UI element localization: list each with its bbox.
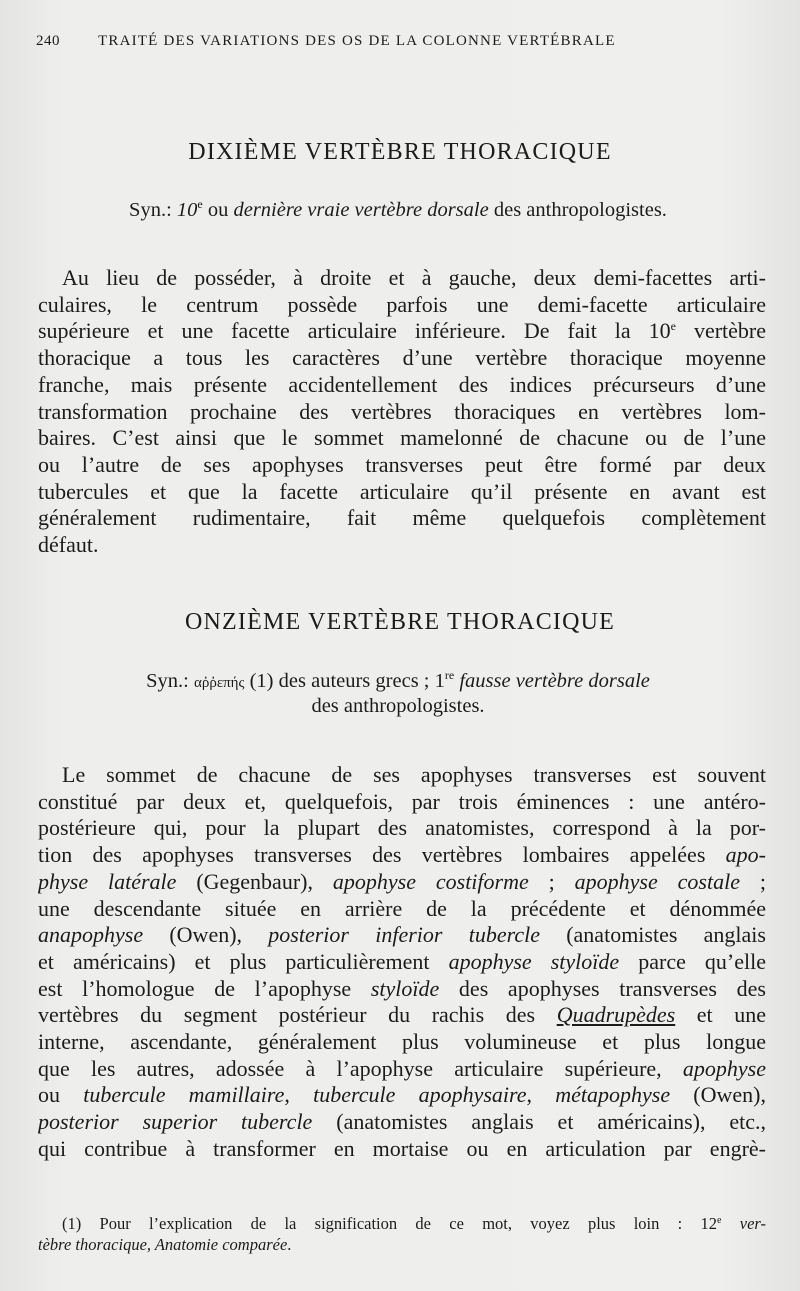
text-line: anapophyse (Owen), posterior inferior tubercle (anatomistes anglais [38,922,766,948]
synonym-line-tenth: Syn.: 10e ou dernière vraie vertèbre dorsale des anthropologistes. [129,197,667,221]
footnote [38,1213,766,1255]
running-title: TRAITÉ DES VARIATIONS DES OS DE LA COLONNE VERTÉBRALE [98,33,616,49]
text-line: ou tubercule mamillaire, tubercule apophysaire, métapophyse (Owen), [38,1082,766,1108]
paragraph-eleventh-vertebra [38,762,766,1163]
text-line: culaires, le centrum possède parfois une demi-facette articulaire [38,291,766,317]
text-line: que les autres, adossée à l’apophyse articulaire supérieure, apophyse [38,1055,766,1081]
text-line: une descendante située en arrière de la précédente et dénommée [38,895,766,921]
text-line: postérieure qui, pour la plupart des anatomistes, correspond à la por- [38,815,766,841]
text-line: défaut. [38,532,99,558]
text-line: physe latérale (Gegenbaur), apophyse costiforme ; apophyse costale ; [38,868,766,894]
footnote-line: (1) Pour l’explication de la signification de ce mot, voyez plus loin : 12e ver- [62,1214,766,1233]
text-line: vertèbres du segment postérieur du rachis des Quadrupèdes et une [38,1002,766,1028]
text-line: transformation prochaine des vertèbres thoraciques en vertèbres lom- [38,398,766,424]
text-line: tion des apophyses transverses des vertèbres lombaires appelées apo- [38,842,766,868]
text-line: thoracique a tous les caractères d’une vertèbre thoracique moyenne [38,345,766,371]
text-line: constitué par deux et, quelquefois, par trois éminences : une antéro- [38,788,766,814]
text-line: Au lieu de posséder, à droite et à gauche, deux demi-facettes arti- [62,265,766,290]
section-heading-tenth-vertebra: DIXIÈME VERTÈBRE THORACIQUE [188,139,612,165]
page-number: 240 [36,33,60,49]
section-heading-eleventh-vertebra: ONZIÈME VERTÈBRE THORACIQUE [184,609,616,635]
synonym-line-eleventh: Syn.: αῤῤεπής (1) des auteurs grecs ; 1re fausse vertèbre dorsale des anthropologistes. [146,668,650,717]
text-line: généralement rudimentaire, fait même quelquefois complètement [38,505,766,531]
text-line: Le sommet de chacune de ses apophyses transverses est souvent [62,762,766,787]
greek-word: αῤῤεπής [193,675,245,691]
text-line: franche, mais présente accidentellement des indices précurseurs d’une [38,371,766,397]
text-line: ou l’autre de ses apophyses transverses peut être formé par deux [38,451,766,477]
text-line: tubercules et que la facette articulaire qu’il présente en avant est [38,478,766,504]
running-head [36,33,760,50]
text-line: qui contribue à transformer en mortaise ou en articulation par engrè- [38,1135,766,1161]
footnote-ref: (1) [244,670,274,692]
text-line: est l’homologue de l’apophyse styloïde des apophyses transverses des [38,975,766,1001]
text-line: et américains) et plus particulièrement apophyse styloïde parce qu’elle [38,948,766,974]
paragraph-tenth-vertebra [38,265,766,559]
text-line: supérieure et une facette articulaire inférieure. De fait la 10e vertèbre [38,318,766,344]
text-line: posterior superior tubercle (anatomistes anglais et américains), etc., [38,1109,766,1135]
text-line: interne, ascendante, généralement plus volumineuse et plus longue [38,1029,766,1055]
footnote-line: tèbre thoracique, Anatomie comparée. [38,1235,292,1254]
text-line: baires. C’est ainsi que le sommet mamelonné de chacune ou de l’une [38,425,766,451]
